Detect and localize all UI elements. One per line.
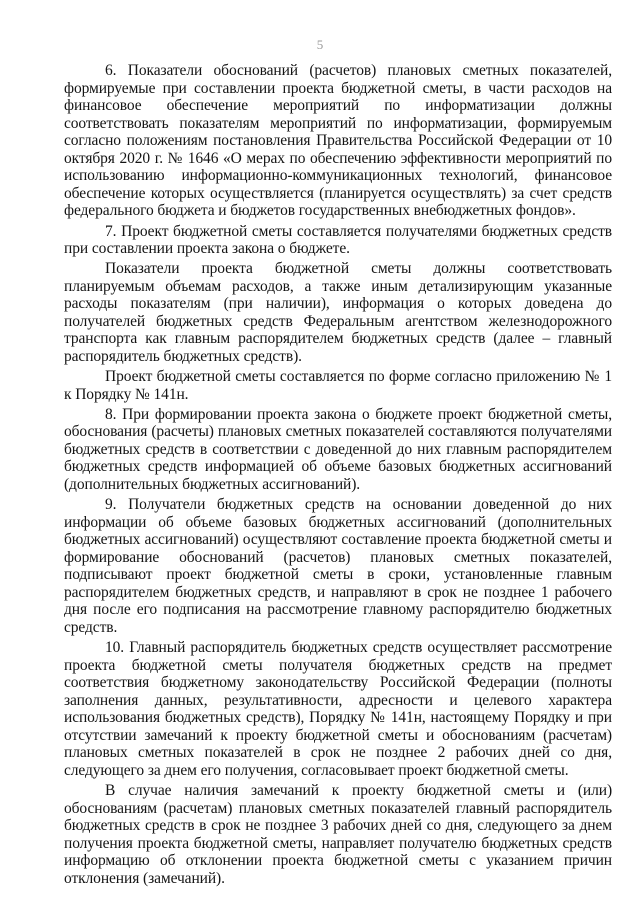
paragraph-10: 10. Главный распорядитель бюджетных средств осуществляет рассмотрение проекта бюджетной сметы получателя бюджетных средств на предмет соответствия бюджетному законодательству Российской Федерации (полноты заполнения данных, результативности, адресности и целевого характера использования бюджетных средств), Порядку № 141н, настоящему Порядку и при отсутствии замечаний к проекту бюджетной сметы и обоснованиям (расчетам) плановых сметных показателей в срок не позднее 2 рабочих дней со дня, следующего за днем его получения, согласовывает проект бюджетной сметы.	[64, 639, 612, 779]
page-number: 5	[316, 37, 324, 52]
paragraph-7-indicators: Показатели проекта бюджетной сметы должны соответствовать планируемым объемам расходов, а также иным детализирующим указанные расходы показателям (при наличии), информация о которых доведена до получателей бюджетных средств Федеральным агентством железнодорожного транспорта как главным распорядителем бюджетных средств (далее – главный распорядитель бюджетных средств).	[64, 260, 612, 365]
document-body	[64, 62, 612, 887]
paragraph-10-remarks: В случае наличия замечаний к проекту бюджетной сметы и (или) обоснованиям (расчетам) плановых сметных показателей главный распорядитель бюджетных средств в срок не позднее 3 рабочих дней со дня, следующего за днем получения проекта бюджетной сметы, направляет получателю бюджетных средств информацию об отклонении проекта бюджетной сметы с указанием причин отклонения (замечаний).	[64, 782, 612, 887]
paragraph-7-form: Проект бюджетной сметы составляется по форме согласно приложению № 1 к Порядку № 141н.	[64, 368, 612, 403]
paragraph-6: 6. Показатели обоснований (расчетов) плановых сметных показателей, формируемые при составлении проекта бюджетной сметы, в части расходов на финансовое обеспечение мероприятий по информатизации должны соответствовать показателям мероприятий по информатизации, формируемым согласно положениям постановления Правительства Российской Федерации от 10 октября 2020 г. № 1646 «О мерах по обеспечению эффективности мероприятий по использованию информационно-коммуникационных технологий, финансовое обеспечение которых осуществляется (планируется осуществлять) за счет средств федерального бюджета и бюджетов государственных внебюджетных фондов».	[64, 62, 612, 220]
paragraph-7: 7. Проект бюджетной сметы составляется получателями бюджетных средств при составлении проекта закона о бюджете.	[64, 222, 612, 258]
paragraph-9: 9. Получатели бюджетных средств на основании доведенной до них информации об объеме базовых бюджетных ассигнований (дополнительных бюджетных ассигнований) осуществляют составление проекта бюджетной сметы и формирование обоснований (расчетов) плановых сметных показателей, подписывают проект бюджетной сметы в сроки, установленные главным распорядителем бюджетных средств, и направляют в срок не позднее 1 рабочего дня после его подписания на рассмотрение главному распорядителю бюджетных средств.	[64, 496, 612, 636]
paragraph-8: 8. При формировании проекта закона о бюджете проект бюджетной сметы, обоснования (расчеты) плановых сметных показателей составляются получателями бюджетных средств в соответствии с доведенной до них главным распорядителем бюджетных средств информацией об объеме базовых бюджетных ассигнований (дополнительных бюджетных ассигнований).	[64, 405, 612, 493]
